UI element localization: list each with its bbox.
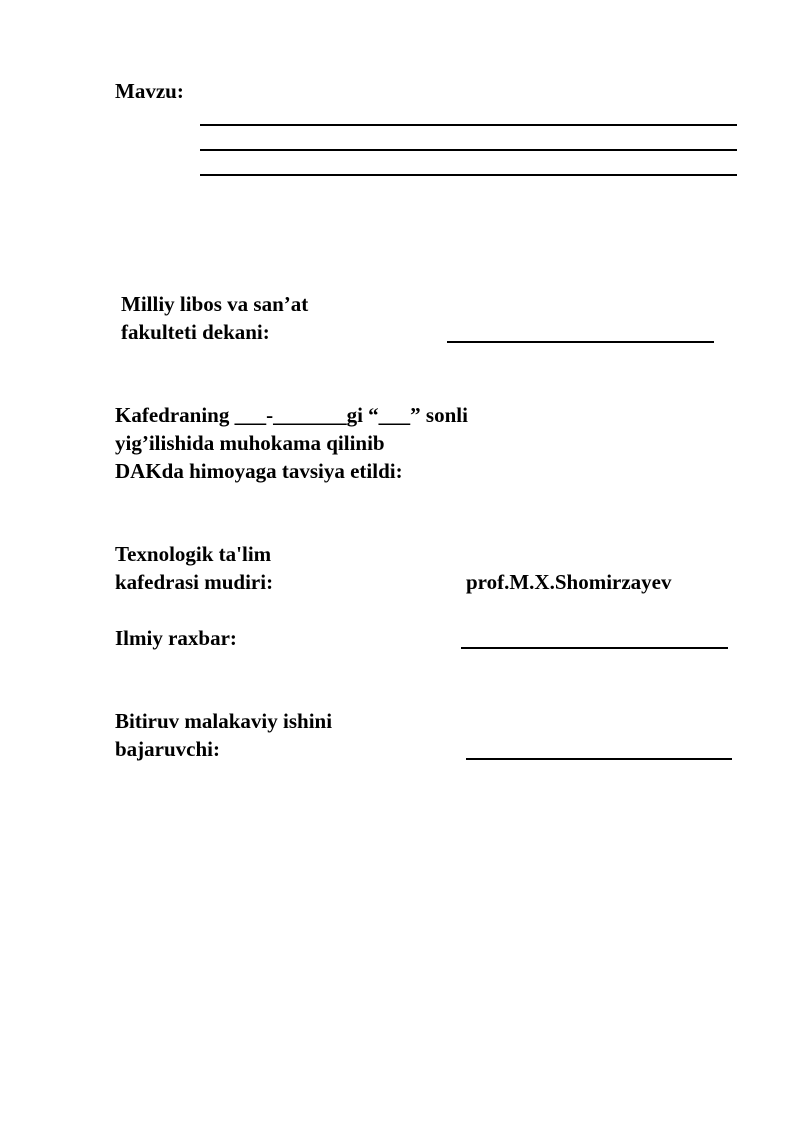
topic-line-3 [200, 174, 737, 176]
dean-label-line2: fakulteti dekani: [121, 320, 270, 344]
meeting-line3: DAKda himoyaga tavsiya etildi: [115, 459, 403, 483]
supervisor-signature-line [461, 647, 728, 649]
dean-signature-line [447, 341, 714, 343]
head-label-line2: kafedrasi mudiri: [115, 570, 274, 594]
performer-label-line2: bajaruvchi: [115, 737, 220, 761]
head-name: prof.M.X.Shomirzayev [466, 570, 672, 594]
performer-signature-line [466, 758, 732, 760]
dean-label-line1: Milliy libos va san’at [121, 292, 309, 316]
meeting-line1: Kafedraning ___-_______gi “___” sonli [115, 403, 468, 427]
topic-label: Mavzu: [115, 79, 184, 103]
head-label-line1: Texnologik ta'lim [115, 542, 272, 566]
performer-label-line1: Bitiruv malakaviy ishini [115, 709, 333, 733]
meeting-line2: yig’ilishida muhokama qilinib [115, 431, 385, 455]
supervisor-label: Ilmiy raxbar: [115, 626, 237, 650]
topic-line-2 [200, 149, 737, 151]
topic-line-1 [200, 124, 737, 126]
